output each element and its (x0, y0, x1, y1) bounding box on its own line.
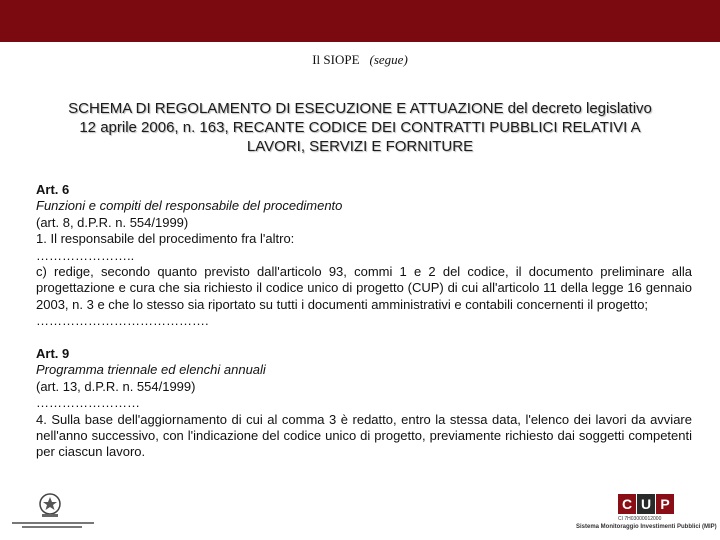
republic-emblem-icon (38, 492, 62, 518)
document-title (40, 99, 680, 156)
article-9-reference: (art. 13, d.P.R. n. 554/1999) (36, 378, 196, 394)
slide-header (0, 52, 720, 68)
article-6-ellipsis: ………………….. (36, 247, 135, 263)
ministry-logo (8, 492, 98, 532)
article-6-intro: 1. Il responsabile del procedimento fra l'altro: (36, 231, 295, 247)
slide-title: Il SIOPE (312, 52, 360, 67)
cup-letter: C (618, 494, 636, 514)
paragraph-gap (36, 330, 692, 346)
cup-letter: U (637, 494, 655, 514)
document-title-line: 12 aprile 2006, n. 163, RECANTE CODICE DEI CONTRATTI PUBBLICI RELATIVI A (79, 119, 641, 136)
cup-code: CI 7H03000012000 (618, 516, 662, 522)
article-6-ellipsis-end: …………………………………. (36, 313, 209, 329)
article-6-heading: Funzioni e compiti del responsabile del procedimento (36, 198, 343, 214)
article-9-title: Art. 9 (36, 346, 70, 362)
article-6-title: Art. 6 (36, 182, 70, 197)
article-9-ellipsis: …………………… (36, 395, 140, 411)
document-title-line: SCHEMA DI REGOLAMENTO DI ESECUZIONE E ATTUAZIONE del decreto legislativo (68, 100, 652, 117)
slide-subtitle: (segue) (369, 52, 408, 67)
top-color-band (0, 0, 720, 42)
document-body (36, 182, 692, 461)
cup-logo (618, 494, 675, 516)
article-6-reference: (art. 8, d.P.R. n. 554/1999) (36, 214, 189, 230)
document-title-line: LAVORI, SERVIZI E FORNITURE (246, 138, 474, 155)
article-6-text: c) redige, secondo quanto previsto dall'articolo 93, commi 1 e 2 del codice, il documento preliminare alla progettazione e cura che sia richiesto il codice unico di progetto (CUP) di cui all'articolo 11 della legge 16 gennaio 2003, n. 3 e che lo stesso sia riportato su tutti i documenti amministrativi e contabili concernenti il progetto; (36, 264, 692, 312)
cup-logo-block (576, 494, 717, 534)
article-9-text: 4. Sulla base dell'aggiornamento di cui al comma 3 è redatto, entro la stessa data, l'elenco dei lavori da avviare nell'anno successivo, con l'indicazione del codice unico di progetto, previamente richiesto dai soggetti competenti per ciascun lavoro. (36, 411, 692, 460)
cup-letter: P (656, 494, 674, 514)
logo-text-line (22, 526, 82, 528)
logo-text-line (12, 522, 94, 524)
article-9-heading: Programma triennale ed elenchi annuali (36, 362, 266, 378)
cup-caption: Sistema Monitoraggio Investimenti Pubblici (MIP) (576, 524, 717, 530)
